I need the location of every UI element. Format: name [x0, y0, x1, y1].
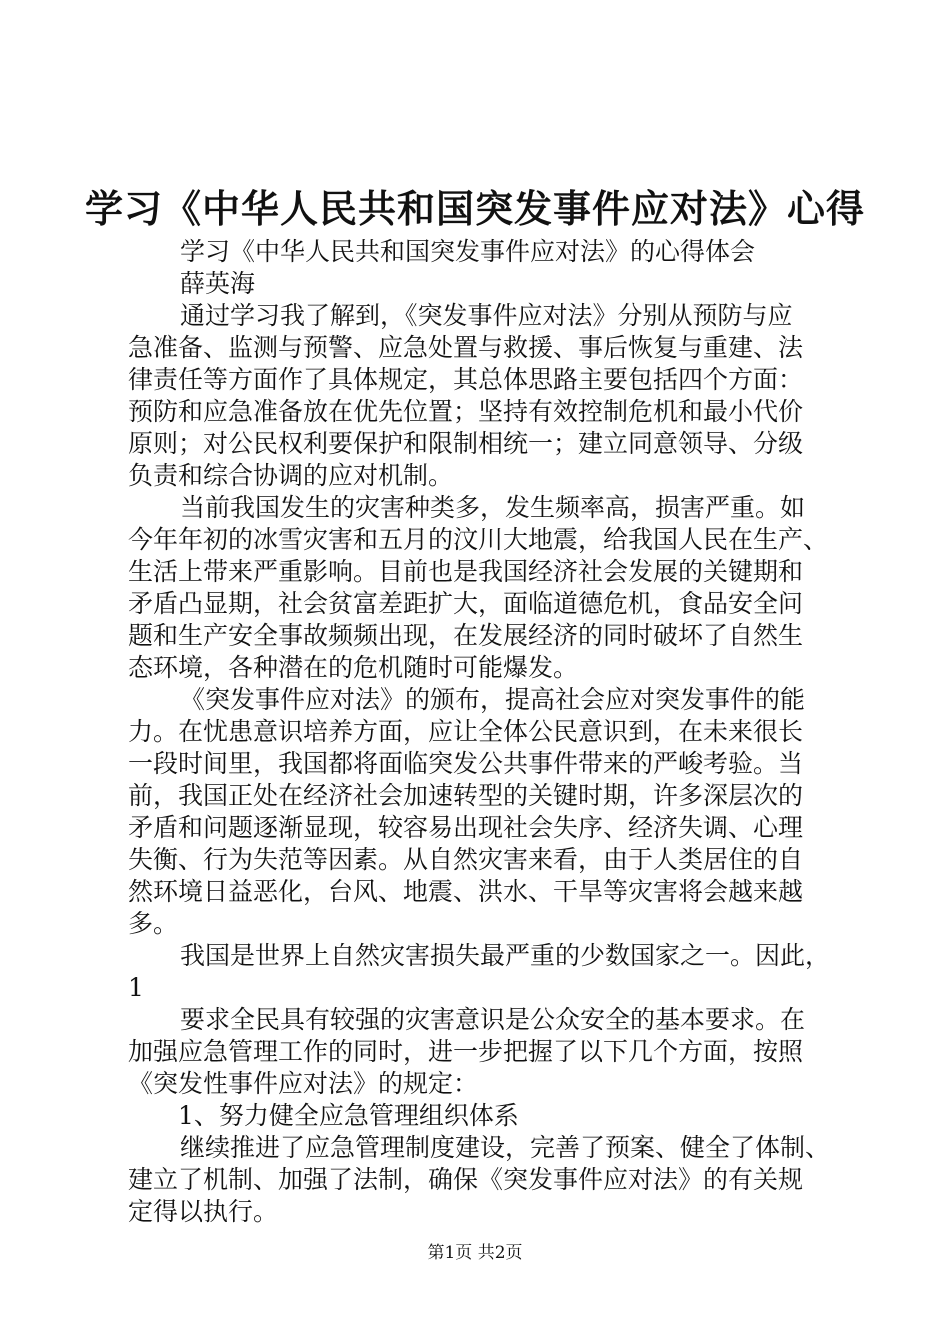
paragraph-line: 态环境，各种潜在的危机随时可能爆发。 [128, 653, 579, 682]
section-heading: 1、努力健全应急管理组织体系 [178, 1101, 519, 1130]
paragraph-line: 通过学习我了解到，《突发事件应对法》分别从预防与应 [180, 301, 793, 330]
paragraph-line: 题和生产安全事故频频出现，在发展经济的同时破坏了自然生 [128, 621, 804, 650]
author-line: 薛英海 [180, 269, 256, 298]
paragraph-line: 继续推进了应急管理制度建设，完善了预案、健全了体制、 [180, 1133, 831, 1162]
subtitle-line: 学习《中华人民共和国突发事件应对法》的心得体会 [180, 237, 756, 266]
inline-page-number: 1 [128, 973, 144, 1002]
paragraph-line: 多。 [128, 909, 179, 938]
paragraph-line: 生活上带来严重影响。目前也是我国经济社会发展的关键期和 [128, 557, 804, 586]
paragraph-line: 矛盾凸显期，社会贫富差距扩大，面临道德危机，食品安全问 [128, 589, 804, 618]
paragraph-line: 然环境日益恶化，台风、地震、洪水、干旱等灾害将会越来越 [128, 877, 804, 906]
paragraph-line: 矛盾和问题逐渐显现，较容易出现社会失序、经济失调、心理 [128, 813, 804, 842]
paragraph-line: 要求全民具有较强的灾害意识是公众安全的基本要求。在 [180, 1005, 806, 1034]
document-body [128, 236, 830, 1228]
document-title: 学习《中华人民共和国突发事件应对法》心得 [84, 187, 865, 231]
paragraph-line: 力。在忧患意识培养方面，应让全体公民意识到，在未来很长 [128, 717, 804, 746]
paragraph-line: 原则；对公民权利要保护和限制相统一；建立同意领导、分级 [128, 429, 804, 458]
paragraph-line: 今年年初的冰雪灾害和五月的汶川大地震，给我国人民在生产、 [128, 525, 829, 554]
paragraph-line: 一段时间里，我国都将面临突发公共事件带来的严峻考验。当 [128, 749, 804, 778]
paragraph-line: 失衡、行为失范等因素。从自然灾害来看，由于人类居住的自 [128, 845, 804, 874]
paragraph-line: 《突发事件应对法》的颁布，提高社会应对突发事件的能 [180, 685, 806, 714]
paragraph-line: 前，我国正处在经济社会加速转型的关键时期，许多深层次的 [128, 781, 804, 810]
paragraph-line: 急准备、监测与预警、应急处置与救援、事后恢复与重建、法 [128, 333, 804, 362]
paragraph-line: 预防和应急准备放在优先位置；坚持有效控制危机和最小代价 [128, 397, 804, 426]
paragraph-line: 当前我国发生的灾害种类多，发生频率高，损害严重。如 [180, 493, 806, 522]
paragraph-line: 负责和综合协调的应对机制。 [128, 461, 454, 490]
paragraph-line: 加强应急管理工作的同时，进一步把握了以下几个方面，按照 [128, 1037, 804, 1066]
paragraph-line: 我国是世界上自然灾害损失最严重的少数国家之一。因此， [180, 941, 831, 970]
paragraph-line: 建立了机制、加强了法制，确保《突发事件应对法》的有关规 [128, 1165, 804, 1194]
paragraph-line: 《突发性事件应对法》的规定： [128, 1069, 479, 1098]
paragraph-line: 定得以执行。 [128, 1197, 279, 1226]
page-footer: 第1页 共2页 [427, 1243, 523, 1263]
paragraph-line: 律责任等方面作了具体规定，其总体思路主要包括四个方面： [128, 365, 804, 394]
